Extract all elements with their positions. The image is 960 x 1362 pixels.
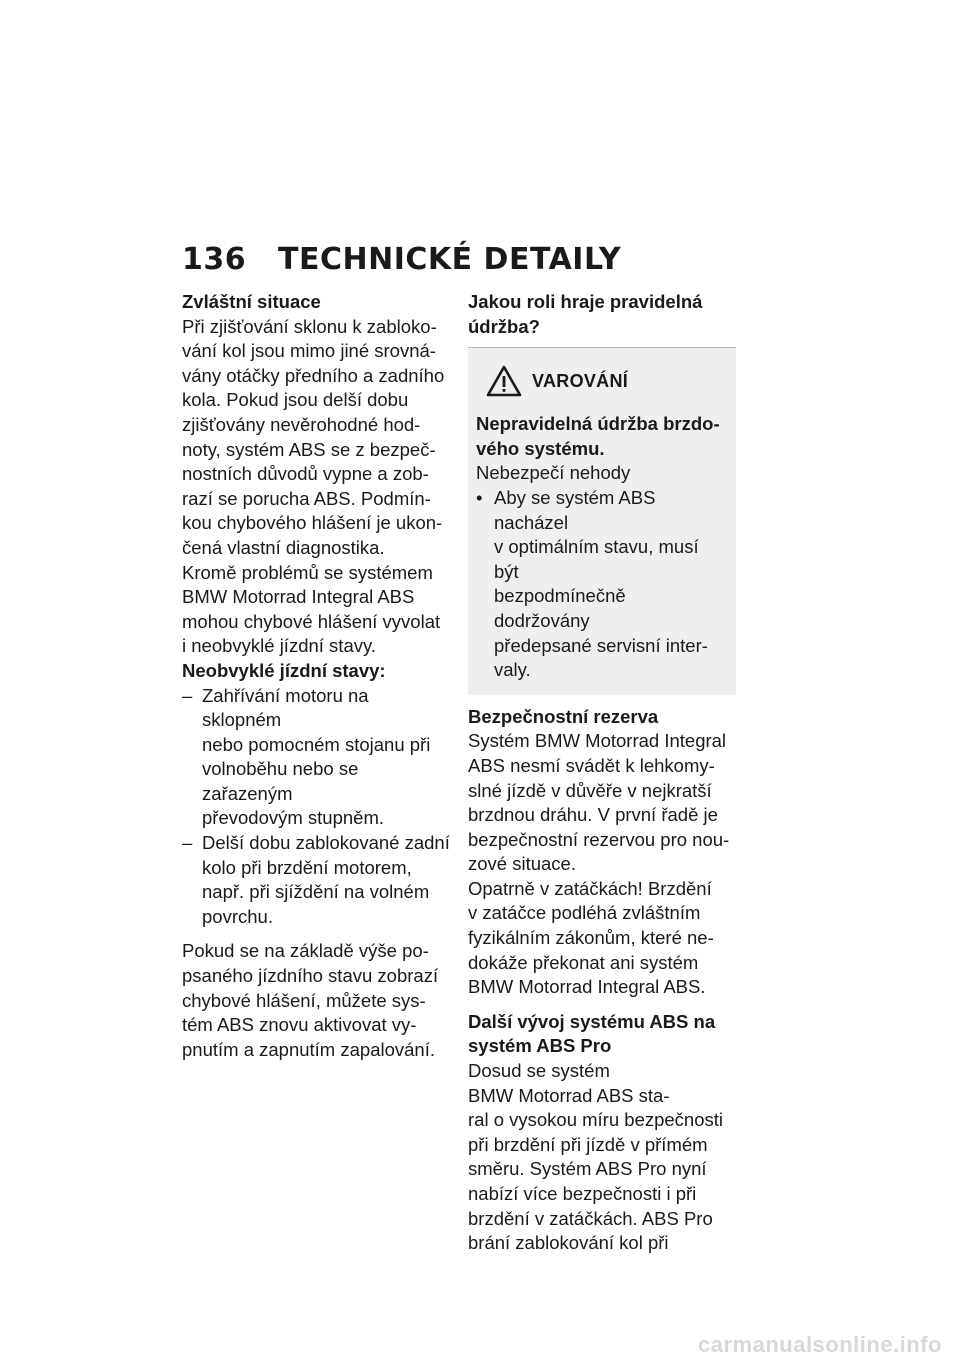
list-item bbox=[476, 486, 726, 683]
list-item bbox=[182, 684, 450, 832]
maintenance-heading: Jakou roli hraje pravidelná údržba? bbox=[468, 291, 703, 337]
special-situation-text: Při zjišťování sklonu k zabloko- vání kol jsou mimo jiné srovná- vány otáčky předního a zadního kola. Pokud jsou delší dobu zjišťovány nevěrohodné hod- noty, systém ABS se z bezpeč- nostních důvodů vypne a zob- razí se porucha ABS. Podmín- kou chybového hlášení je ukon- čená vlastní diagnostika. bbox=[182, 315, 445, 558]
unusual-states-list bbox=[182, 684, 450, 930]
closing-text: Pokud se na základě výše po- psaného jízdního stavu zobrazí chybové hlášení, můžete sys- tém ABS znovu aktivovat vy- pnutím a zapnutím zapalování. bbox=[182, 940, 439, 1060]
dash-mark: – bbox=[182, 832, 193, 854]
watermark: carmanualsonline.info bbox=[698, 1332, 942, 1357]
development-heading: Další vývoj systému ABS na systém ABS Pro bbox=[468, 1010, 716, 1057]
list-item-text: Zahřívání motoru na sklopném nebo pomocném stojanu při volnoběhu nebo se zařazeným převodovým stupněm. bbox=[202, 684, 431, 829]
warning-header bbox=[486, 362, 726, 400]
development-text: Dosud se systém BMW Motorrad ABS sta- ral o vysokou míru bezpečnosti při brzdění při jízdě v přímém směru. Systém ABS Pro nyní nabízí více bezpečnosti i při brzdění v zatáčkách. ABS Pro brání zablokování kol při bbox=[468, 1060, 724, 1254]
list-item-text: Delší dobu zablokované zadní kolo při brzdění motorem, např. při sjíždění na volném povrchu. bbox=[202, 832, 450, 927]
dash-mark: – bbox=[182, 684, 193, 706]
warning-title: VAROVÁNÍ bbox=[532, 370, 629, 391]
bullet-mark: • bbox=[476, 486, 483, 508]
warning-heading: Nepravidelná údržba brzdo- vého systému. bbox=[476, 413, 720, 459]
unusual-states-heading: Neobvyklé jízdní stavy: bbox=[182, 659, 386, 681]
list-item bbox=[182, 831, 450, 929]
chapter-title: TECHNICKÉ DETAILY bbox=[278, 242, 622, 277]
warning-triangle-icon bbox=[486, 365, 522, 397]
left-column bbox=[182, 290, 450, 1062]
page-number: 136 bbox=[182, 242, 247, 277]
curves-text: Opatrně v zatáčkách! Brzdění v zatáčce podléhá zvláštním fyzikálním zákonům, které ne- dokáže překonat ani systém BMW Motorrad Integral ABS. bbox=[468, 877, 714, 998]
page-header bbox=[182, 240, 621, 280]
special-situation-heading: Zvláštní situace bbox=[182, 291, 321, 312]
warning-box bbox=[468, 348, 736, 695]
list-item-text: Aby se systém ABS nacházel v optimálním stavu, musí být bezpodmínečně dodržovány předepsané servisní inter- valy. bbox=[494, 486, 708, 681]
reserve-text: Systém BMW Motorrad Integral ABS nesmí svádět k lehkomy- slné jízdě v důvěře v nejkratší brzdnou dráhu. V první řadě je bezpečnostní rezervou pro nou- zové situace. bbox=[468, 730, 730, 875]
right-column bbox=[468, 290, 736, 1256]
warning-list bbox=[476, 486, 726, 683]
besides-problems-text: Kromě problémů se systémem BMW Motorrad Integral ABS mohou chybové hlášení vyvolat i neobvyklé jízdní stavy. bbox=[182, 561, 441, 657]
warning-danger: Nebezpečí nehody bbox=[476, 462, 631, 484]
reserve-heading: Bezpečnostní rezerva bbox=[468, 705, 659, 727]
